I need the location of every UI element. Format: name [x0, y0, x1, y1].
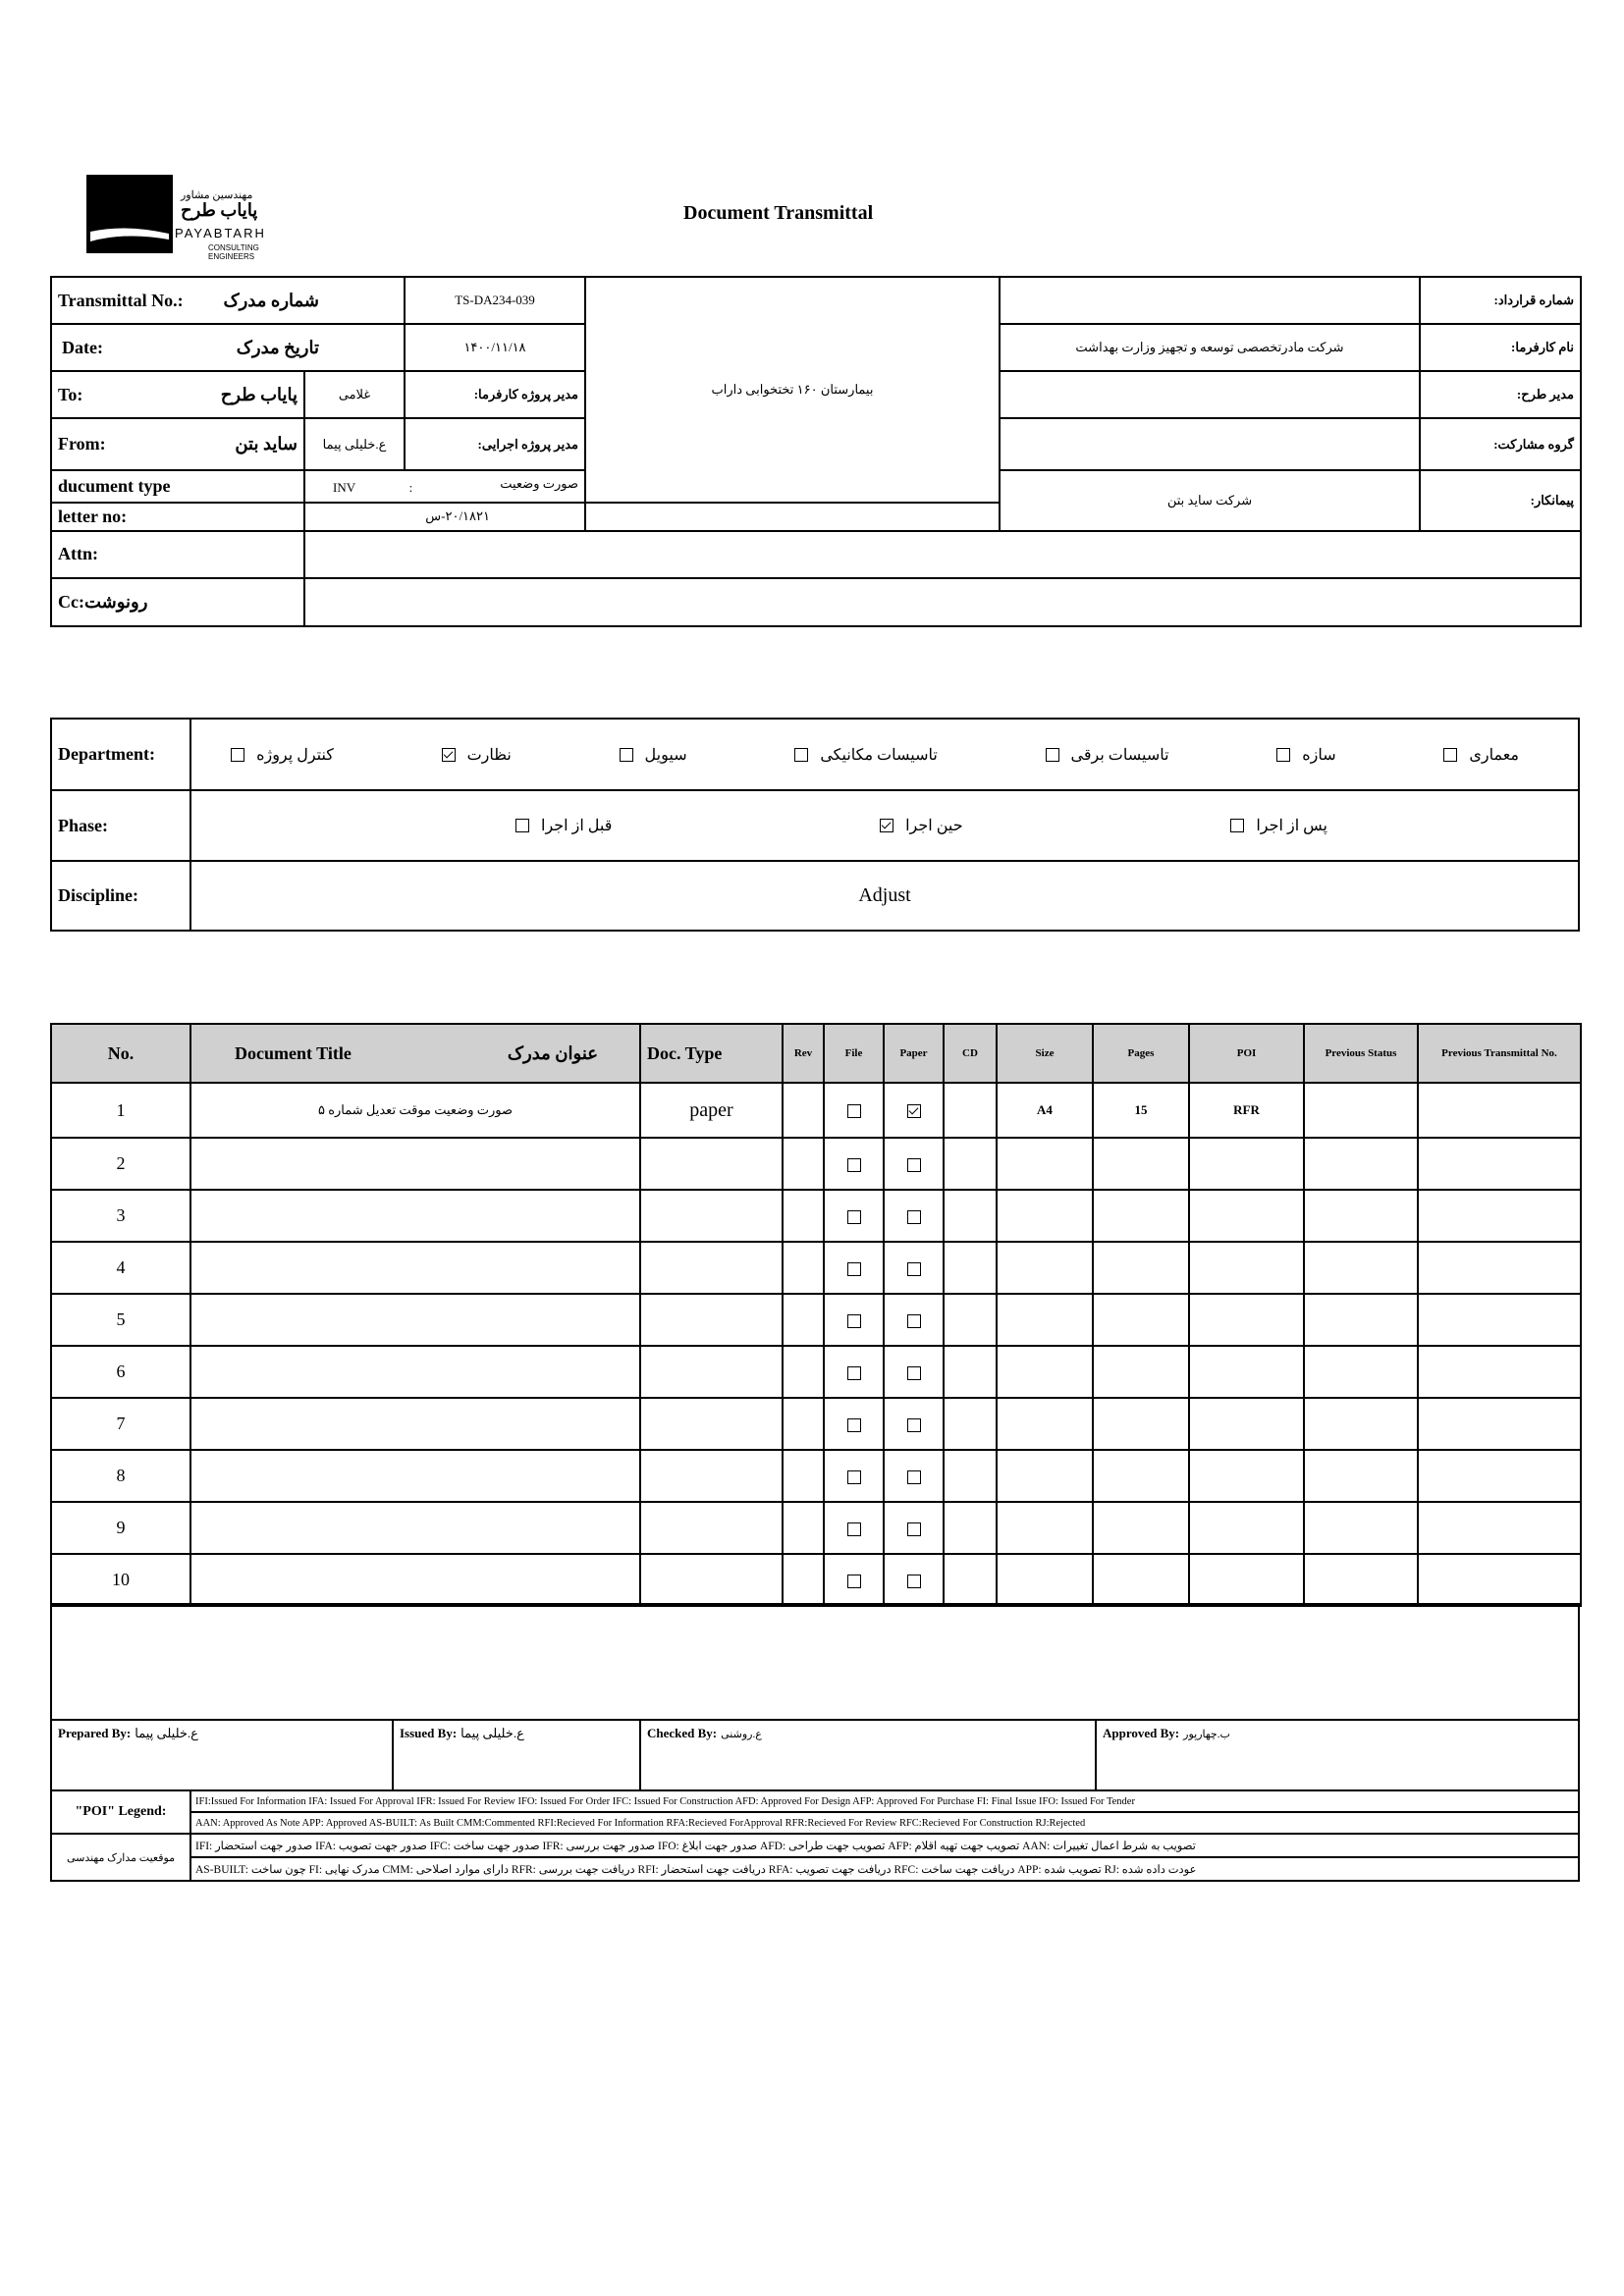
row-cd[interactable]: [944, 1346, 997, 1398]
row-cd[interactable]: [944, 1502, 997, 1554]
row-prev-status[interactable]: [1304, 1083, 1418, 1138]
company-logo: [86, 175, 302, 259]
row-rev[interactable]: [783, 1190, 824, 1242]
row-pages[interactable]: [1093, 1190, 1189, 1242]
table-row: [51, 1083, 1581, 1138]
row-number: 8: [51, 1450, 190, 1502]
row-file-cell: [824, 1190, 884, 1242]
row-number: 6: [51, 1346, 190, 1398]
row-rev[interactable]: [783, 1450, 824, 1502]
to-pm-label: مدیر پروژه کارفرما:: [405, 371, 585, 418]
department-checkbox[interactable]: [1443, 748, 1457, 762]
footer-table: [50, 1603, 1580, 1882]
row-prev-no[interactable]: [1418, 1554, 1581, 1606]
row-title[interactable]: [190, 1398, 640, 1450]
row-title[interactable]: [190, 1346, 640, 1398]
row-doc-type[interactable]: [640, 1190, 783, 1242]
department-option-label: تاسیسات برقی: [1070, 746, 1169, 764]
row-paper-checkbox[interactable]: [907, 1104, 921, 1118]
row-number: 1: [51, 1083, 190, 1138]
employer-label: نام کارفرما:: [1420, 324, 1581, 371]
department-option[interactable]: [620, 745, 687, 765]
row-file-checkbox[interactable]: [847, 1418, 861, 1432]
table-row: [51, 1346, 1581, 1398]
logo-fa-line2: پایاب طرح: [181, 200, 258, 220]
row-prev-status[interactable]: [1304, 1242, 1418, 1294]
phase-option[interactable]: [1230, 816, 1327, 835]
row-cd[interactable]: [944, 1190, 997, 1242]
table-row: [51, 1554, 1581, 1606]
transmittal-value: TS-DA234-039: [405, 277, 585, 324]
row-prev-no[interactable]: [1418, 1138, 1581, 1190]
contractor-value: شرکت ساید بتن: [1000, 470, 1420, 530]
col-prev-status: Previous Status: [1304, 1024, 1418, 1083]
row-prev-no[interactable]: [1418, 1083, 1581, 1138]
remarks-area[interactable]: [51, 1604, 1579, 1720]
letter-label: letter no:: [51, 503, 304, 531]
department-option[interactable]: [1276, 745, 1335, 765]
row-prev-status[interactable]: [1304, 1554, 1418, 1606]
row-title[interactable]: صورت وضعیت موقت تعدیل شماره ۵: [190, 1083, 640, 1138]
row-paper-checkbox[interactable]: [907, 1366, 921, 1380]
date-label: Date:: [62, 337, 103, 357]
table-row: [51, 1190, 1581, 1242]
row-rev[interactable]: [783, 1502, 824, 1554]
row-paper-checkbox[interactable]: [907, 1210, 921, 1224]
row-rev[interactable]: [783, 1346, 824, 1398]
row-doc-type[interactable]: [640, 1242, 783, 1294]
col-title-fa: عنوان مدرک: [507, 1042, 598, 1063]
row-prev-no[interactable]: [1418, 1450, 1581, 1502]
row-doc-type[interactable]: [640, 1450, 783, 1502]
row-prev-status[interactable]: [1304, 1398, 1418, 1450]
phase-option-label: قبل از اجرا: [541, 818, 613, 834]
row-number: 9: [51, 1502, 190, 1554]
attn-label: Attn:: [51, 531, 304, 578]
row-prev-no[interactable]: [1418, 1294, 1581, 1346]
partner-value: [1000, 418, 1420, 470]
row-doc-type[interactable]: [640, 1294, 783, 1346]
row-poi[interactable]: [1189, 1294, 1304, 1346]
row-rev[interactable]: [783, 1554, 824, 1606]
row-size[interactable]: [997, 1450, 1093, 1502]
cc-field[interactable]: [304, 578, 1581, 626]
discipline-value: Adjust: [190, 861, 1579, 931]
row-paper-cell: [884, 1346, 944, 1398]
transmittal-label: Transmittal No.:: [58, 290, 184, 310]
row-title[interactable]: [190, 1294, 640, 1346]
department-option[interactable]: [1443, 745, 1519, 765]
doctype-colon: :: [408, 480, 413, 496]
table-row: [51, 1294, 1581, 1346]
row-prev-status[interactable]: [1304, 1294, 1418, 1346]
to-pm-value: غلامی: [304, 371, 405, 418]
col-type: Doc. Type: [640, 1024, 783, 1083]
fa-legend-label: موقعیت مدارک مهندسی: [51, 1834, 190, 1881]
row-pages[interactable]: [1093, 1346, 1189, 1398]
row-number: 5: [51, 1294, 190, 1346]
row-paper-checkbox[interactable]: [907, 1575, 921, 1588]
row-prev-no[interactable]: [1418, 1242, 1581, 1294]
logo-en-line2: CONSULTING ENGINEERS: [208, 243, 259, 261]
legend-line-1: IFI:Issued For Information IFA: Issued For Approval IFR: Issued For Review IFO: Issued For Order IFC: Issued For Construction AFD: Approved For Design AFP: Approved For Purchase FI: Final Issue IFO: Issued For Tender: [190, 1790, 1579, 1812]
row-poi[interactable]: [1189, 1190, 1304, 1242]
doctype-value: INV: [333, 480, 356, 496]
logo-mark-icon: [86, 175, 175, 253]
row-file-checkbox[interactable]: [847, 1158, 861, 1172]
project-name: بیمارستان ۱۶۰ تختخوابی داراب: [585, 277, 1000, 503]
row-file-cell: [824, 1083, 884, 1138]
row-cd[interactable]: [944, 1242, 997, 1294]
col-prev-no: Previous Transmittal No.: [1418, 1024, 1581, 1083]
col-rev: Rev: [783, 1024, 824, 1083]
transmittal-cell: [51, 277, 405, 324]
row-rev[interactable]: [783, 1242, 824, 1294]
row-size[interactable]: [997, 1346, 1093, 1398]
to-value: پایاب طرح: [220, 384, 298, 404]
row-paper-cell: [884, 1294, 944, 1346]
department-option[interactable]: [231, 745, 334, 765]
row-number: 10: [51, 1554, 190, 1606]
designer-value: [1000, 371, 1420, 418]
row-file-checkbox[interactable]: [847, 1470, 861, 1484]
row-prev-status[interactable]: [1304, 1138, 1418, 1190]
phase-option-label: پس از اجرا: [1256, 818, 1327, 834]
row-prev-no[interactable]: [1418, 1346, 1581, 1398]
from-pm-value: ع.خلیلی پیما: [304, 418, 405, 470]
contractor-label: پیمانکار:: [1420, 470, 1581, 530]
to-label: To:: [58, 384, 83, 404]
row-poi[interactable]: RFR: [1189, 1083, 1304, 1138]
row-paper-cell: [884, 1242, 944, 1294]
date-value: ۱۴۰۰/۱۱/۱۸: [405, 324, 585, 371]
row-rev[interactable]: [783, 1294, 824, 1346]
row-pages[interactable]: [1093, 1138, 1189, 1190]
department-checkbox[interactable]: [794, 748, 808, 762]
department-options: [190, 719, 1579, 790]
row-file-cell: [824, 1294, 884, 1346]
department-option-label: تاسیسات مکانیکی: [820, 746, 938, 764]
approved-label: Approved By:: [1103, 1726, 1180, 1740]
from-value: ساید بتن: [235, 434, 298, 454]
row-pages[interactable]: 15: [1093, 1083, 1189, 1138]
row-rev[interactable]: [783, 1083, 824, 1138]
employer-value: شرکت مادرتخصصی توسعه و تجهیز وزارت بهداشت: [1000, 324, 1420, 371]
row-title[interactable]: [190, 1450, 640, 1502]
phase-options: [190, 790, 1579, 861]
department-checkbox[interactable]: [1046, 748, 1059, 762]
row-size[interactable]: A4: [997, 1083, 1093, 1138]
row-file-cell: [824, 1554, 884, 1606]
department-checkbox[interactable]: [231, 748, 244, 762]
col-no: No.: [51, 1024, 190, 1083]
col-title: [190, 1024, 640, 1083]
phase-label: Phase:: [51, 790, 190, 861]
row-poi[interactable]: [1189, 1450, 1304, 1502]
contract-label: شماره قرارداد:: [1420, 277, 1581, 324]
row-cd[interactable]: [944, 1450, 997, 1502]
row-cd[interactable]: [944, 1138, 997, 1190]
col-file: File: [824, 1024, 884, 1083]
row-paper-cell: [884, 1190, 944, 1242]
row-poi[interactable]: [1189, 1398, 1304, 1450]
row-pages[interactable]: [1093, 1450, 1189, 1502]
row-doc-type[interactable]: [640, 1398, 783, 1450]
row-pages[interactable]: [1093, 1294, 1189, 1346]
issued-value: ع.خلیلی پیما: [460, 1726, 524, 1740]
row-file-cell: [824, 1502, 884, 1554]
transmittal-fa-label: شماره مدرک: [223, 290, 319, 310]
row-pages[interactable]: [1093, 1398, 1189, 1450]
logo-fa-line1: مهندسین مشاور: [181, 189, 253, 201]
row-doc-type[interactable]: paper: [640, 1083, 783, 1138]
department-option[interactable]: [1046, 745, 1169, 765]
row-number: 2: [51, 1138, 190, 1190]
row-paper-cell: [884, 1398, 944, 1450]
row-paper-checkbox[interactable]: [907, 1262, 921, 1276]
department-checkbox[interactable]: [620, 748, 633, 762]
row-cd[interactable]: [944, 1554, 997, 1606]
prepared-label: Prepared By:: [58, 1726, 132, 1740]
row-paper-cell: [884, 1554, 944, 1606]
row-size[interactable]: [997, 1554, 1093, 1606]
department-checkbox[interactable]: [442, 748, 456, 762]
row-prev-no[interactable]: [1418, 1502, 1581, 1554]
row-file-checkbox[interactable]: [847, 1104, 861, 1118]
row-paper-cell: [884, 1502, 944, 1554]
department-option-label: نظارت: [466, 746, 512, 764]
prepared-cell: [51, 1720, 393, 1790]
classification-table: [50, 718, 1580, 932]
row-file-checkbox[interactable]: [847, 1210, 861, 1224]
department-option[interactable]: [794, 745, 938, 765]
row-prev-no[interactable]: [1418, 1398, 1581, 1450]
row-poi[interactable]: [1189, 1502, 1304, 1554]
row-title[interactable]: [190, 1554, 640, 1606]
legend-line-2: AAN: Approved As Note APP: Approved AS-BUILT: As Built CMM:Commented RFI:Recieved For Information RFA:Recieved ForApproval RFR:Recieved For Review RFC:Recieved For Construction RJ:Rejected: [190, 1812, 1579, 1834]
document-table: [50, 1023, 1582, 1607]
letter-value: ۲۰/۱۸۲۱-س: [304, 503, 585, 531]
logo-en-line1: PAYABTARH: [175, 226, 266, 240]
row-file-cell: [824, 1242, 884, 1294]
col-poi: POI: [1189, 1024, 1304, 1083]
row-size[interactable]: [997, 1502, 1093, 1554]
row-pages[interactable]: [1093, 1242, 1189, 1294]
from-label: From:: [58, 434, 106, 454]
row-prev-no[interactable]: [1418, 1190, 1581, 1242]
discipline-label: Discipline:: [51, 861, 190, 931]
row-file-cell: [824, 1398, 884, 1450]
page-title: Document Transmittal: [683, 202, 874, 224]
row-rev[interactable]: [783, 1138, 824, 1190]
phase-checkbox[interactable]: [880, 819, 893, 832]
prepared-value: ع.خلیلی پیما: [135, 1726, 198, 1740]
row-title[interactable]: [190, 1242, 640, 1294]
table-row: [51, 1242, 1581, 1294]
row-file-checkbox[interactable]: [847, 1262, 861, 1276]
row-rev[interactable]: [783, 1398, 824, 1450]
row-cd[interactable]: [944, 1294, 997, 1346]
checked-cell: [640, 1720, 1096, 1790]
table-row: [51, 1398, 1581, 1450]
header-table: [50, 276, 1582, 627]
col-pages: Pages: [1093, 1024, 1189, 1083]
checked-label: Checked By:: [647, 1726, 718, 1740]
row-pages[interactable]: [1093, 1502, 1189, 1554]
row-prev-status[interactable]: [1304, 1346, 1418, 1398]
department-option-label: کنترل پروژه: [256, 746, 334, 764]
row-file-checkbox[interactable]: [847, 1366, 861, 1380]
row-paper-checkbox[interactable]: [907, 1522, 921, 1536]
row-paper-cell: [884, 1083, 944, 1138]
row-doc-type[interactable]: [640, 1554, 783, 1606]
row-title[interactable]: [190, 1502, 640, 1554]
row-file-checkbox[interactable]: [847, 1575, 861, 1588]
row-title[interactable]: [190, 1190, 640, 1242]
legend-line-4: AS-BUILT: چون ساخت FI: مدرک نهایی CMM: دارای موارد اصلاحی RFR: دریافت جهت بررسی RFI: دریافت جهت استحضار RFA: دریافت جهت تصویب RFC: دریافت جهت ساخت APP: تصویب شده RJ: عودت داده شده: [190, 1857, 1579, 1881]
issued-cell: [393, 1720, 640, 1790]
row-file-cell: [824, 1450, 884, 1502]
row-cd[interactable]: [944, 1083, 997, 1138]
row-paper-checkbox[interactable]: [907, 1470, 921, 1484]
row-number: 4: [51, 1242, 190, 1294]
designer-label: مدیر طرح:: [1420, 371, 1581, 418]
approved-value: ب.چهارپور: [1183, 1729, 1230, 1740]
row-doc-type[interactable]: [640, 1502, 783, 1554]
from-pm-label: مدیر پروژه اجرایی:: [405, 418, 585, 470]
cc-label: Cc:: [58, 591, 84, 612]
row-poi[interactable]: [1189, 1554, 1304, 1606]
row-paper-checkbox[interactable]: [907, 1314, 921, 1328]
row-prev-status[interactable]: [1304, 1190, 1418, 1242]
doctype-label: ducument type: [51, 470, 304, 503]
table-row: [51, 1138, 1581, 1190]
row-poi[interactable]: [1189, 1138, 1304, 1190]
row-pages[interactable]: [1093, 1554, 1189, 1606]
legend-line-3: IFI: صدور جهت استحضار IFA: صدور جهت تصویب IFC: صدور جهت ساخت IFR: صدور جهت بررسی IFO: صدور جهت ابلاغ AFD: تصویب جهت طراحی AFP: تصویب جهت تهیه اقلام AAN: تصویب به شرط اعمال تغییرات: [190, 1834, 1579, 1857]
row-poi[interactable]: [1189, 1346, 1304, 1398]
cc-fa-label: رونوشت: [83, 591, 148, 612]
col-cd: CD: [944, 1024, 997, 1083]
row-paper-cell: [884, 1450, 944, 1502]
table-row: [51, 1450, 1581, 1502]
phase-option[interactable]: [880, 816, 963, 835]
row-file-cell: [824, 1346, 884, 1398]
date-fa-label: تاریخ مدرک: [236, 337, 319, 357]
row-prev-status[interactable]: [1304, 1502, 1418, 1554]
row-size[interactable]: [997, 1190, 1093, 1242]
attn-field[interactable]: [304, 531, 1581, 578]
row-prev-status[interactable]: [1304, 1450, 1418, 1502]
row-file-checkbox[interactable]: [847, 1522, 861, 1536]
col-title-en: Document Title: [235, 1042, 352, 1063]
row-doc-type[interactable]: [640, 1138, 783, 1190]
department-label: Department:: [51, 719, 190, 790]
department-option-label: معماری: [1469, 746, 1519, 764]
row-file-cell: [824, 1138, 884, 1190]
row-title[interactable]: [190, 1138, 640, 1190]
row-cd[interactable]: [944, 1398, 997, 1450]
phase-option-label: حین اجرا: [905, 818, 963, 834]
checked-value: ع.روشنی: [721, 1729, 762, 1740]
row-paper-checkbox[interactable]: [907, 1418, 921, 1432]
department-option-label: سازه: [1302, 746, 1336, 764]
partner-label: گروه مشارکت:: [1420, 418, 1581, 470]
table-row: [51, 1502, 1581, 1554]
phase-checkbox[interactable]: [1230, 819, 1244, 832]
row-number: 7: [51, 1398, 190, 1450]
department-checkbox[interactable]: [1276, 748, 1290, 762]
approved-cell: [1096, 1720, 1579, 1790]
col-paper: Paper: [884, 1024, 944, 1083]
col-size: Size: [997, 1024, 1093, 1083]
phase-checkbox[interactable]: [515, 819, 529, 832]
row-doc-type[interactable]: [640, 1346, 783, 1398]
row-poi[interactable]: [1189, 1242, 1304, 1294]
doctype-fa: صورت وضعیت: [500, 476, 578, 492]
department-option-label: سیویل: [644, 746, 687, 764]
row-paper-checkbox[interactable]: [907, 1158, 921, 1172]
row-number: 3: [51, 1190, 190, 1242]
phase-option[interactable]: [515, 816, 612, 835]
row-size[interactable]: [997, 1294, 1093, 1346]
row-size[interactable]: [997, 1138, 1093, 1190]
row-size[interactable]: [997, 1398, 1093, 1450]
issued-label: Issued By:: [400, 1726, 458, 1740]
poi-legend-label: "POI" Legend:: [51, 1790, 190, 1834]
contract-value: [1000, 277, 1420, 324]
row-paper-cell: [884, 1138, 944, 1190]
department-option[interactable]: [442, 745, 512, 765]
row-file-checkbox[interactable]: [847, 1314, 861, 1328]
row-size[interactable]: [997, 1242, 1093, 1294]
